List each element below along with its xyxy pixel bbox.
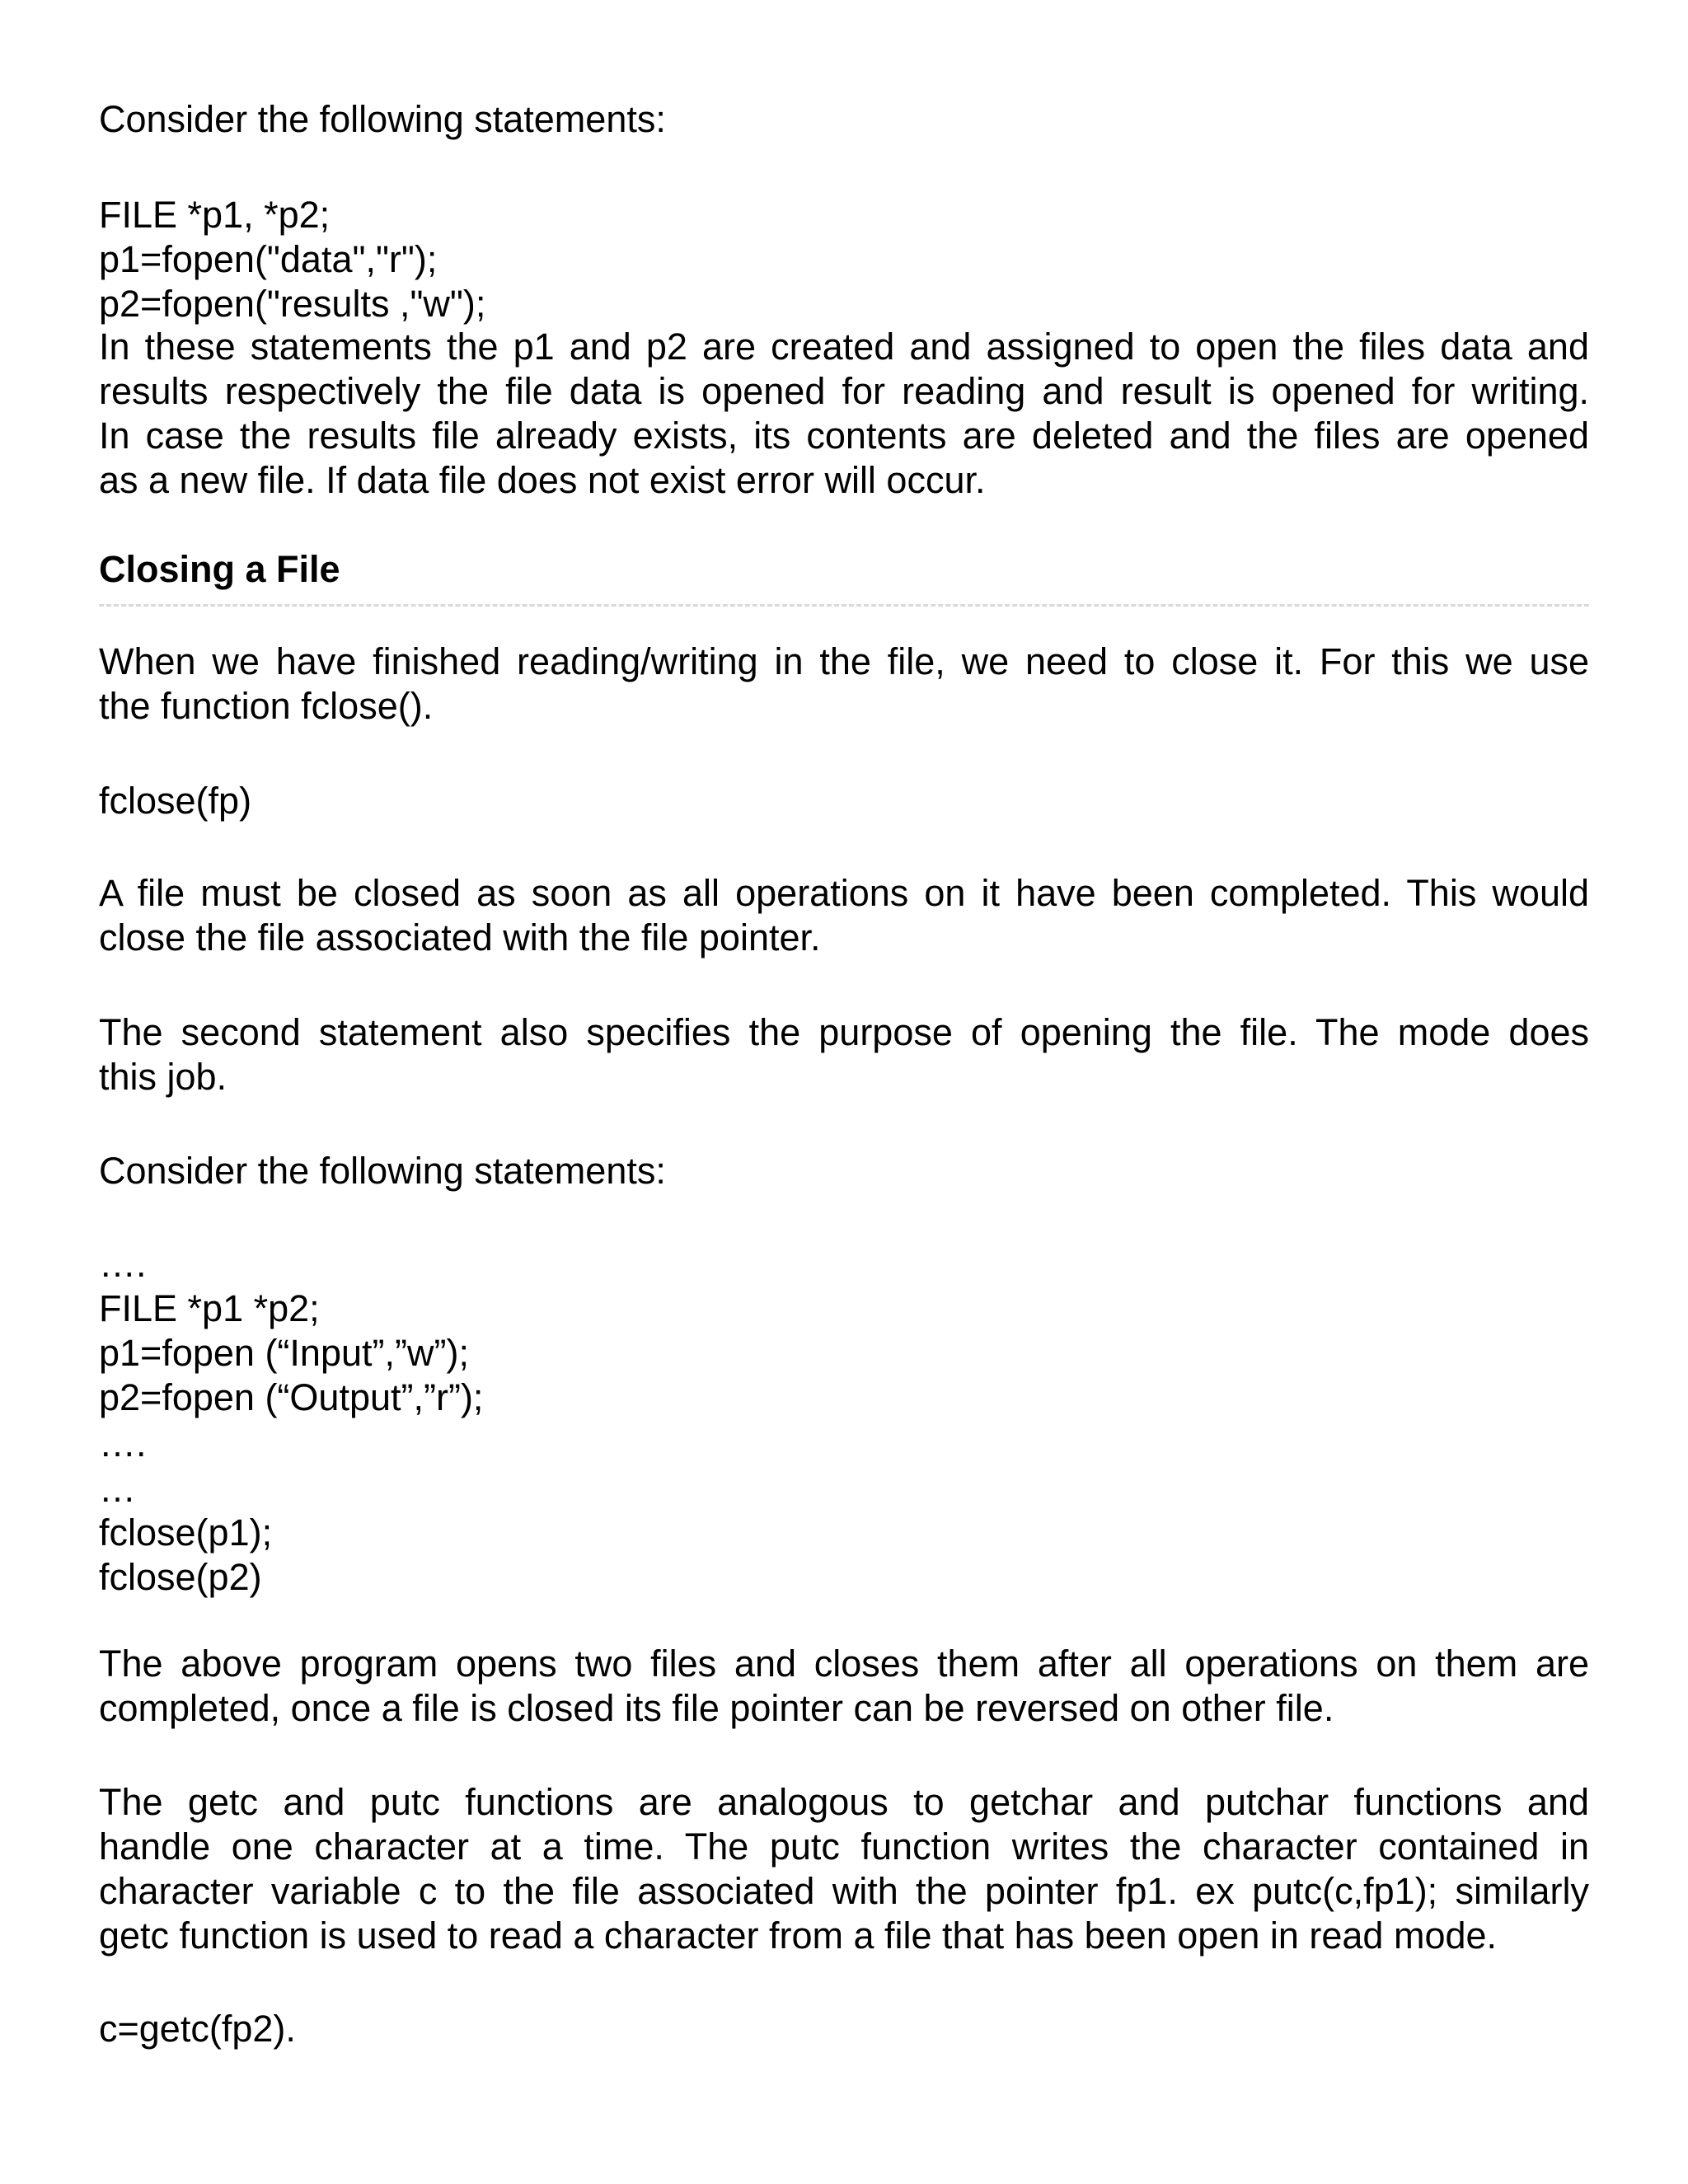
code-line: p1=fopen("data","r"); [99, 238, 438, 280]
paragraph [99, 325, 1589, 503]
paragraph-line: the function fclose(). [99, 685, 434, 727]
paragraph-line: results respectively the file data is opened for reading and result is opened for writing. [99, 370, 1589, 412]
code-line: FILE *p1 *p2; [99, 1287, 320, 1329]
section-heading: Closing a File [99, 548, 340, 590]
code-line: p1=fopen (“Input”,”w”); [99, 1332, 469, 1374]
paragraph [99, 1780, 1589, 1958]
paragraph-line: In case the results file already exists, its contents are deleted and the files are opened [99, 415, 1589, 457]
paragraph [99, 640, 1589, 729]
paragraph-line: The above program opens two files and closes them after all operations on them are [99, 1643, 1589, 1685]
paragraph-line: getc function is used to read a character from a file that has been open in read mode. [99, 1915, 1498, 1957]
paragraph-line: completed, once a file is closed its file pointer can be reversed on other file. [99, 1687, 1334, 1729]
paragraph-line: as a new file. If data file does not exist error will occur. [99, 459, 986, 501]
paragraph-line: The second statement also specifies the purpose of opening the file. The mode does [99, 1011, 1589, 1053]
paragraph-line: When we have finished reading/writing in the file, we need to close it. For this we use [99, 640, 1589, 682]
paragraph [99, 1010, 1589, 1099]
paragraph-line: handle one character at a time. The putc function writes the character contained in [99, 1825, 1589, 1868]
paragraph-line: close the file associated with the file pointer. [99, 916, 821, 958]
code-line: …. [99, 1243, 147, 1285]
code-line: …. [99, 1422, 147, 1465]
paragraph-line: The getc and putc functions are analogous to getchar and putchar functions and [99, 1781, 1589, 1823]
intro-text: Consider the following statements: [99, 1150, 666, 1192]
section-divider [99, 604, 1589, 607]
paragraph [99, 871, 1589, 960]
code-line: fclose(p1); [99, 1511, 273, 1554]
code-line: fclose(p2) [99, 1556, 262, 1598]
paragraph-line: In these statements the p1 and p2 are created and assigned to open the files data and [99, 326, 1589, 368]
intro-text: Consider the following statements: [99, 98, 666, 140]
code-line: p2=fopen("results ,"w"); [99, 283, 486, 325]
code-line: c=getc(fp2). [99, 2008, 296, 2050]
paragraph-line: this job. [99, 1056, 227, 1098]
code-line: FILE *p1, *p2; [99, 194, 331, 236]
syntax-line: fclose(fp) [99, 780, 252, 822]
code-line: p2=fopen (“Output”,”r”); [99, 1376, 484, 1418]
code-line: … [99, 1468, 136, 1510]
paragraph-line: character variable c to the file associated with the pointer fp1. ex putc(c,fp1); similarly [99, 1870, 1589, 1912]
paragraph [99, 1642, 1589, 1731]
paragraph-line: A file must be closed as soon as all operations on it have been completed. This would [99, 872, 1589, 914]
